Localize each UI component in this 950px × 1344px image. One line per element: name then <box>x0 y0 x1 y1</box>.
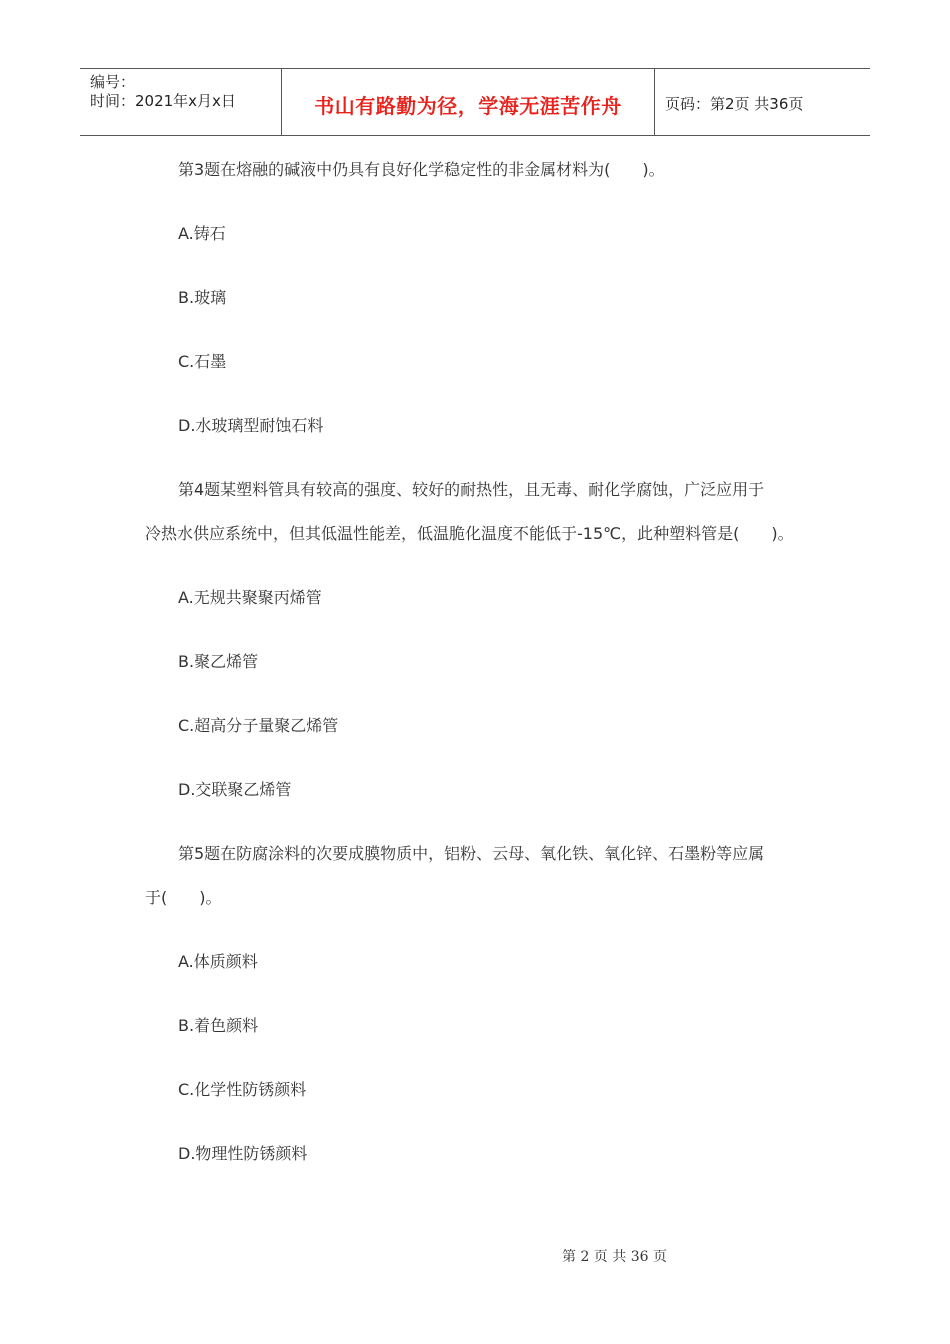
question-3-option-d: D.水玻璃型耐蚀石料 <box>178 416 324 435</box>
question-5-option-a: A.体质颜料 <box>178 952 258 971</box>
question-5-option-d: D.物理性防锈颜料 <box>178 1144 308 1163</box>
header-time-label: 时间：2021年x月x日 <box>90 92 236 110</box>
question-4-option-d: D.交联聚乙烯管 <box>178 780 292 799</box>
header-number-label: 编号： <box>90 73 136 91</box>
question-4-option-c: C.超高分子量聚乙烯管 <box>178 716 339 735</box>
question-5-stem-line-1: 第5题在防腐涂料的次要成膜物质中，铝粉、云母、氧化铁、氧化锌、石墨粉等应属 <box>178 844 765 863</box>
header-motto: 书山有路勤为径，学海无涯苦作舟 <box>314 93 622 118</box>
question-4-stem-line-2: 冷热水供应系统中，但其低温性能差，低温脆化温度不能低于-15℃，此种塑料管是( )。 <box>145 524 794 543</box>
question-5-stem-line-2: 于( )。 <box>145 888 222 907</box>
question-3-option-c: C.石墨 <box>178 352 227 371</box>
question-3-option-a: A.铸石 <box>178 224 226 243</box>
question-5-option-b: B.着色颜料 <box>178 1016 259 1035</box>
question-5-option-c: C.化学性防锈颜料 <box>178 1080 307 1099</box>
header-page-info: 页码：第2页 共36页 <box>665 94 804 113</box>
question-4-option-b: B.聚乙烯管 <box>178 652 259 671</box>
page-footer: 第 2 页 共 36 页 <box>562 1249 667 1265</box>
question-4-stem-line-1: 第4题某塑料管具有较高的强度、较好的耐热性，且无毒、耐化学腐蚀，广泛应用于 <box>178 480 765 499</box>
question-3-option-b: B.玻璃 <box>178 288 227 307</box>
question-3-stem-line-1: 第3题在熔融的碱液中仍具有良好化学稳定性的非金属材料为( )。 <box>178 160 665 179</box>
question-4-option-a: A.无规共聚聚丙烯管 <box>178 588 322 607</box>
